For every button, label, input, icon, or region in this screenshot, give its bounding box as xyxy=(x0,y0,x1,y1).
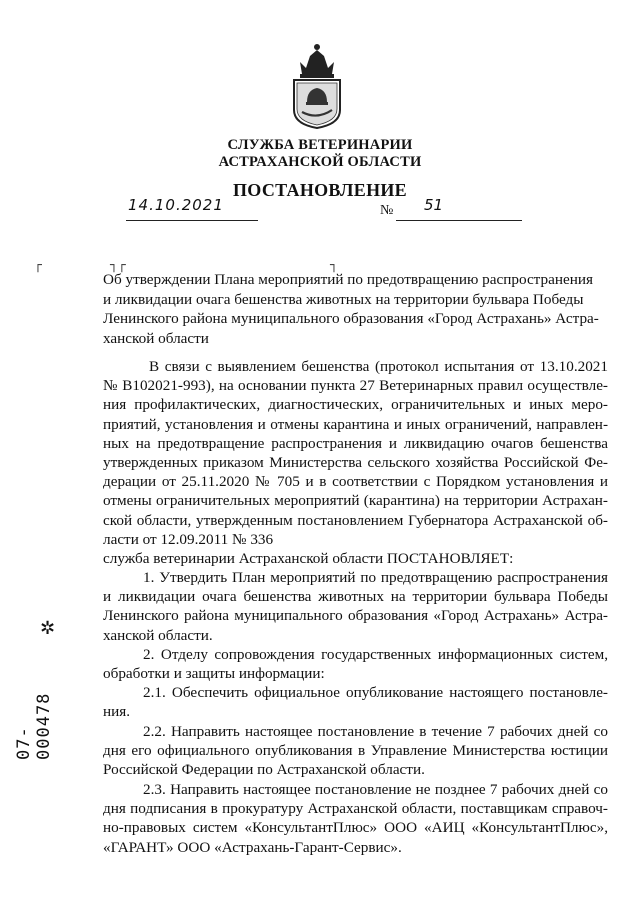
item-2 xyxy=(103,645,608,683)
item-line: Ленинского района муниципального образования «Город Астрахань» Астра- xyxy=(103,607,608,625)
item-line: 2.1. Обеспечить официальное опубликование настоящего постановле- xyxy=(143,684,608,701)
item-line: ханской области. xyxy=(103,626,213,644)
subject-line: и ликвидации очага бешенства животных на территории бульвара Победы xyxy=(103,290,584,308)
item-line: дня подписания в прокуратуру Астраханской области, поставщикам справоч- xyxy=(103,800,608,818)
corner-mark-subject-right: ┐ xyxy=(330,258,338,273)
resolve-line: служба ветеринарии Астраханской области ПОСТАНОВЛЯЕТ: xyxy=(103,550,514,568)
item-line: Российской Федерации по Астраханской области. xyxy=(103,761,425,779)
margin-asterisk-icon: ✲ xyxy=(40,618,56,639)
number-underline xyxy=(396,204,522,221)
preamble-line: ласти от 12.09.2011 № 336 xyxy=(103,530,274,548)
preamble-line: отмены ограничительных мероприятий (карантина) на территории Астрахан- xyxy=(103,492,608,510)
item-line: «ГАРАНТ» ООО «Астрахань-Гарант-Сервис». xyxy=(103,838,402,856)
item-line: обработки и защиты информации: xyxy=(103,665,325,683)
preamble-line: дерации от 25.11.2020 № 705 и в соответствии с Порядком установления и xyxy=(103,473,608,491)
preamble-line: утвержденных приказом Министерства сельского хозяйства Российской Фе- xyxy=(103,454,608,472)
number-label: № xyxy=(380,203,394,218)
document-subject xyxy=(103,270,603,348)
corner-mark-left: ┌ xyxy=(34,258,42,273)
item-line: дня его официального опубликования в Управление Министерства юстиции xyxy=(103,742,608,760)
item-2-1 xyxy=(103,683,608,721)
preamble-line: ской области, утвержденным постановлением Губернатора Астраханской об- xyxy=(103,511,608,529)
org-name-line1: СЛУЖБА ВЕТЕРИНАРИИ xyxy=(227,137,413,153)
corner-mark-subject-left: ┐┌ xyxy=(110,258,126,273)
item-line: 1. Утвердить План мероприятий по предотвращению распространения xyxy=(143,569,608,586)
registration-number: 07- 000478 xyxy=(14,692,54,760)
document-type: ПОСТАНОВЛЕНИЕ xyxy=(233,180,407,200)
org-name-line2: АСТРАХАНСКОЙ ОБЛАСТИ xyxy=(218,154,422,170)
item-line: и ликвидации очага бешенства животных на территории бульвара Победы xyxy=(103,588,608,606)
preamble-line: ния профилактических, диагностических, ограничительных и иных меро- xyxy=(103,396,608,414)
document-date: 14.10.2021 xyxy=(128,196,224,214)
preamble xyxy=(103,357,608,568)
preamble-line: № В102021-993), на основании пункта 27 Ветеринарных правил осуществле- xyxy=(103,377,608,395)
coat-of-arms-icon xyxy=(286,40,348,130)
preamble-line: В связи с выявлением бешенства (протокол испытания от 13.10.2021 xyxy=(149,358,608,375)
subject-line: Об утверждении Плана мероприятий по предотвращению распространения xyxy=(103,271,593,288)
preamble-line: ных на предотвращение распространения и ликвидацию очагов бешенства xyxy=(103,434,608,452)
item-line: 2.2. Направить настоящее постановление в течение 7 рабочих дней со xyxy=(143,723,608,740)
item-line: ния. xyxy=(103,703,131,721)
subject-line: ханской области xyxy=(103,329,209,347)
item-1 xyxy=(103,568,608,645)
item-line: 2.3. Направить настоящее постановление не позднее 7 рабочих дней со xyxy=(143,781,608,798)
document-number: 51 xyxy=(424,196,444,214)
subject-line: Ленинского района муниципального образования «Город Астрахань» Астра- xyxy=(103,310,599,328)
item-2-2 xyxy=(103,722,608,780)
item-line: но-правовых систем «КонсультантПлюс» ООО «АИЦ «КонсультантПлюс», xyxy=(103,819,608,837)
item-2-3 xyxy=(103,780,608,857)
item-line: 2. Отделу сопровождения государственных информационных систем, xyxy=(143,646,608,663)
preamble-line: приятий, установления и отмены карантина и иных ограничений, направлен- xyxy=(103,415,608,433)
